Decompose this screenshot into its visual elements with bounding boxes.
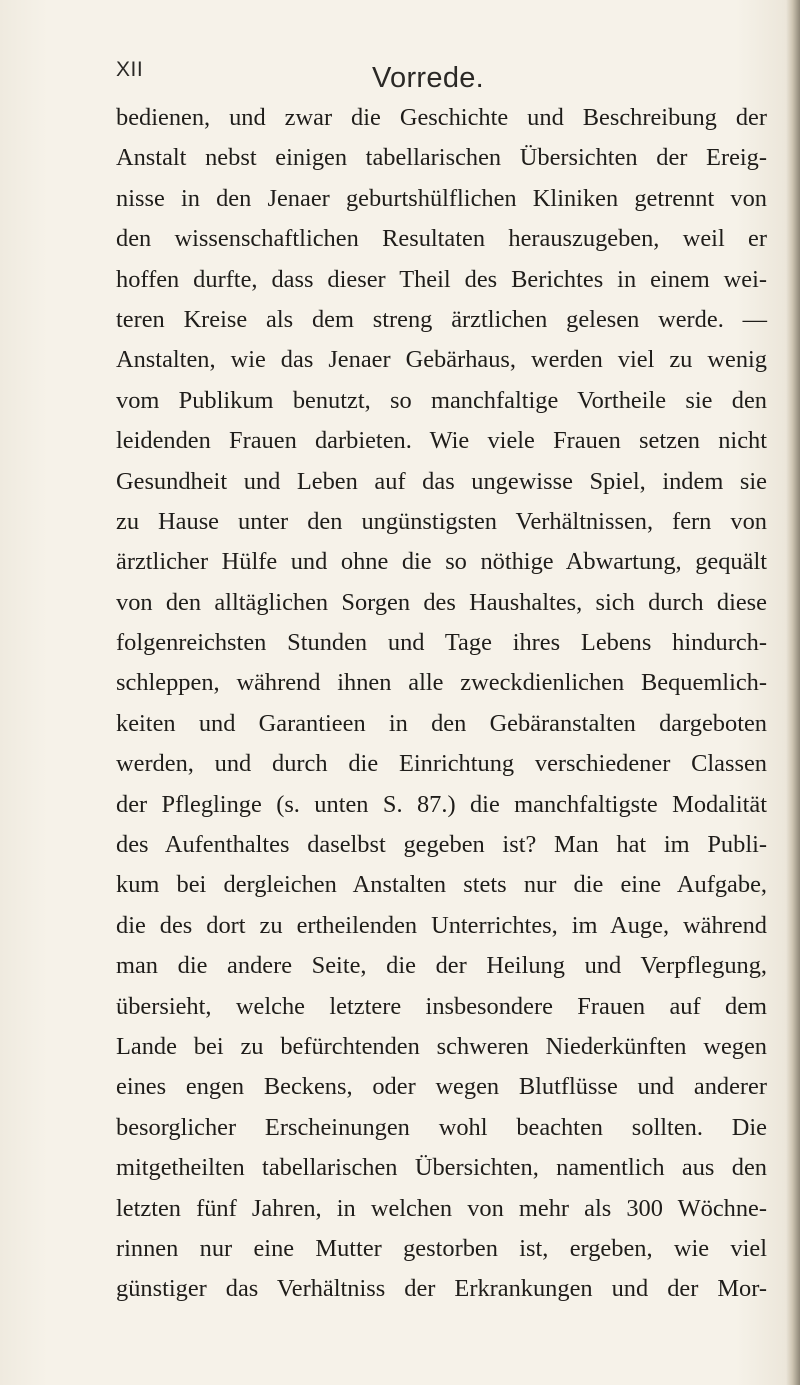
text-line: übersieht, welche letztere insbesondere Frauen auf dem <box>116 992 767 1020</box>
text-line: den wissenschaftlichen Resultaten herauszugeben, weil er <box>116 225 767 253</box>
text-line: rinnen nur eine Mutter gestorben ist, ergeben, wie viel <box>116 1234 767 1262</box>
text-line: folgenreichsten Stunden und Tage ihres Lebens hindurch- <box>116 629 767 657</box>
text-line: Anstalt nebst einigen tabellarischen Übersichten der Ereig- <box>116 144 767 172</box>
text-line: letzten fünf Jahren, in welchen von mehr als 300 Wöchne- <box>116 1194 767 1222</box>
text-line: des Aufenthaltes daselbst gegeben ist? Man hat im Publi- <box>116 831 767 859</box>
running-head: Vorrede. <box>372 62 485 94</box>
text-line: man die andere Seite, die der Heilung und Verpflegung, <box>116 952 767 980</box>
text-line: Lande bei zu befürchtenden schweren Niederkünften wegen <box>116 1032 767 1060</box>
text-line: Gesundheit und Leben auf das ungewisse Spiel, indem sie <box>116 467 767 495</box>
text-line: mitgetheilten tabellarischen Übersichten, namentlich aus den <box>116 1154 767 1182</box>
text-line: zu Hause unter den ungünstigsten Verhältnissen, fern von <box>116 507 767 535</box>
text-line: bedienen, und zwar die Geschichte und Beschreibung der <box>116 104 767 131</box>
text-line: Anstalten, wie das Jenaer Gebärhaus, werden viel zu wenig <box>116 346 767 374</box>
text-line: nisse in den Jenaer geburtshülflichen Kliniken getrennt von <box>116 184 767 212</box>
text-line: teren Kreise als dem streng ärztlichen gelesen werde. — <box>116 305 767 333</box>
text-line: leidenden Frauen darbieten. Wie viele Frauen setzen nicht <box>116 427 767 455</box>
text-line: von den alltäglichen Sorgen des Haushaltes, sich durch diese <box>116 588 767 616</box>
text-line: eines engen Beckens, oder wegen Blutflüsse und anderer <box>116 1073 767 1101</box>
page-header <box>0 52 800 92</box>
text-line: werden, und durch die Einrichtung verschiedener Classen <box>116 750 767 778</box>
text-line: die des dort zu ertheilenden Unterrichtes, im Auge, während <box>116 911 767 939</box>
text-line: schleppen, während ihnen alle zweckdienlichen Bequemlich- <box>116 669 767 697</box>
page-number: XII <box>116 58 144 81</box>
text-line: keiten und Garantieen in den Gebäranstalten dargeboten <box>116 709 767 737</box>
text-line: hoffen durfte, dass dieser Theil des Berichtes in einem wei- <box>116 265 767 293</box>
text-line: vom Publikum benutzt, so manchfaltige Vortheile sie den <box>116 386 767 414</box>
text-line: kum bei dergleichen Anstalten stets nur die eine Aufgabe, <box>116 871 767 899</box>
text-line: besorglicher Erscheinungen wohl beachten sollten. Die <box>116 1113 767 1141</box>
text-line: der Pfleglinge (s. unten S. 87.) die manchfaltigste Modalität <box>116 790 767 818</box>
text-line: günstiger das Verhältniss der Erkrankungen und der Mor- <box>116 1275 767 1303</box>
text-line: ärztlicher Hülfe und ohne die so nöthige Abwartung, gequält <box>116 548 767 576</box>
page-edge-shadow <box>786 0 800 1385</box>
body-text <box>116 98 767 1310</box>
